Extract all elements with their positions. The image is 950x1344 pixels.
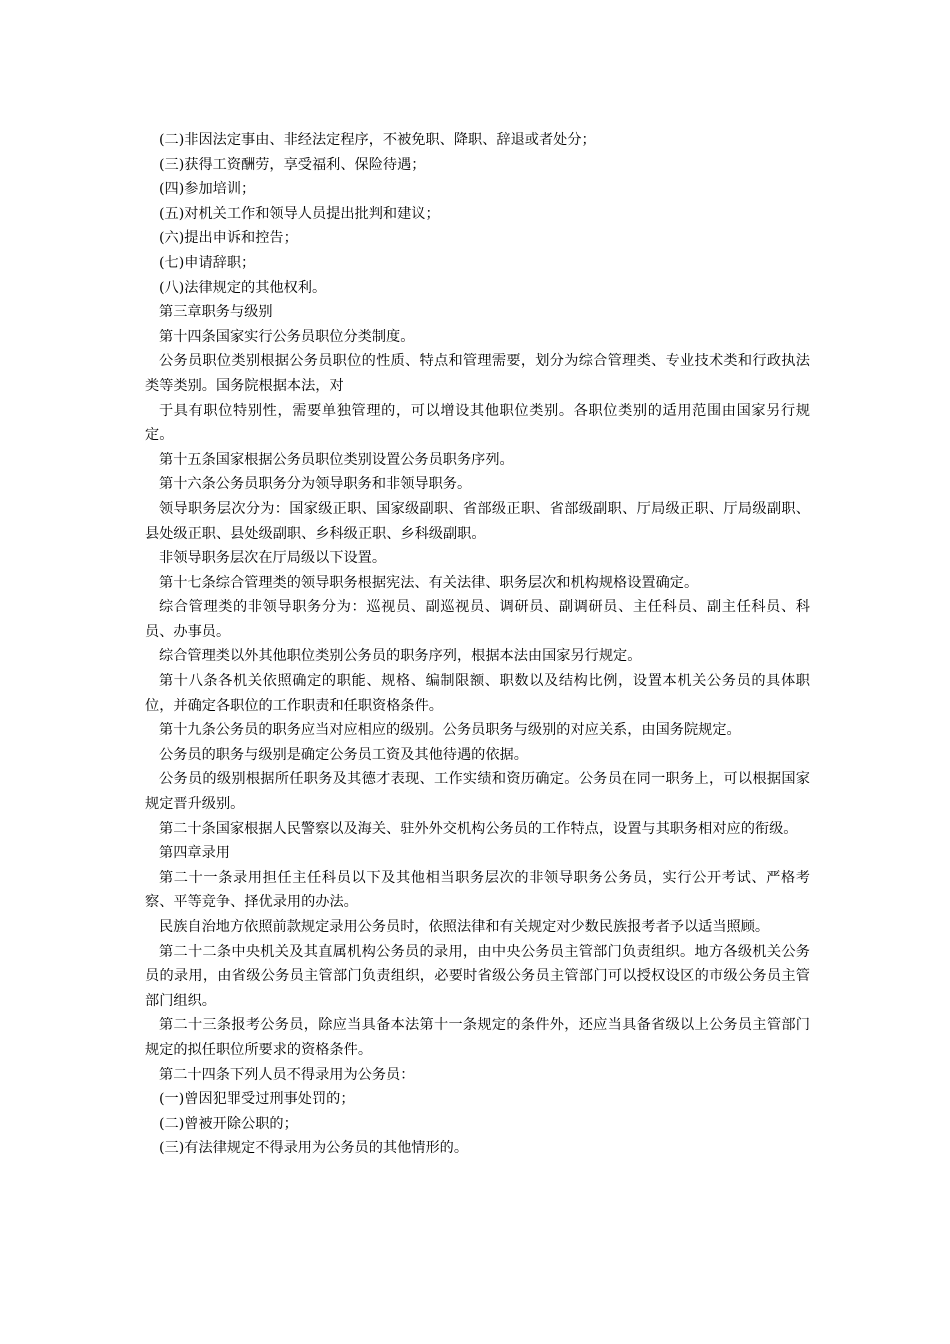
paragraph: (三)获得工资酬劳，享受福利、保险待遇； [159, 156, 426, 173]
paragraph: 综合管理类以外其他职位类别公务员的职务序列，根据本法由国家另行规定。 [159, 648, 642, 665]
paragraph: 第十四条国家实行公务员职位分类制度。 [159, 328, 415, 345]
paragraph: 公务员职位类别根据公务员职位的性质、特点和管理需要，划分为综合管理类、专业技术类和行政执法类等类别。国务院根据本法，对 [145, 353, 810, 394]
paragraph: (六)提出申诉和控告； [159, 230, 298, 247]
paragraph: 非领导职务层次在厅局级以下设置。 [159, 550, 387, 567]
paragraph: 第二十条国家根据人民警察以及海关、驻外外交机构公务员的工作特点，设置与其职务相对应的衔级。 [159, 820, 798, 837]
paragraph: (三)有法律规定不得录用为公务员的其他情形的。 [159, 1140, 469, 1157]
paragraph: 第十九条公务员的职务应当对应相应的级别。公务员职务与级别的对应关系，由国务院规定。 [159, 722, 741, 739]
paragraph: 第十五条国家根据公务员职位类别设置公务员职务序列。 [159, 451, 514, 468]
paragraph: 公务员的职务与级别是确定公务员工资及其他待遇的依据。 [159, 746, 528, 763]
paragraph: 第二十二条中央机关及其直属机构公务员的录用，由中央公务员主管部门负责组织。地方各级机关公务员的录用，由省级公务员主管部门负责组织，必要时省级公务员主管部门可以授权设区的市级公务员主管部门组织。 [145, 943, 810, 1009]
paragraph: 第二十三条报考公务员，除应当具备本法第十一条规定的条件外，还应当具备省级以上公务员主管部门规定的拟任职位所要求的资格条件。 [145, 1017, 810, 1058]
paragraph: 第十八条各机关依照确定的职能、规格、编制限额、职数以及结构比例，设置本机关公务员的具体职位，并确定各职位的工作职责和任职资格条件。 [145, 673, 810, 714]
paragraph: 公务员的级别根据所任职务及其德才表现、工作实绩和资历确定。公务员在同一职务上，可以根据国家规定晋升级别。 [145, 771, 810, 813]
paragraph: (一)曾因犯罪受过刑事处罚的； [159, 1091, 355, 1108]
paragraph: 第二十四条下列人员不得录用为公务员： [159, 1066, 415, 1083]
paragraph: 综合管理类的非领导职务分为：巡视员、副巡视员、调研员、副调研员、主任科员、副主任科员、科员、办事员。 [145, 599, 810, 640]
paragraph: (五)对机关工作和领导人员提出批判和建议； [159, 205, 440, 222]
paragraph: 第十六条公务员职务分为领导职务和非领导职务。 [159, 476, 472, 493]
paragraph: (八)法律规定的其他权利。 [159, 279, 327, 296]
paragraph: (二)曾被开除公职的； [159, 1115, 298, 1132]
paragraph: (七)申请辞职； [159, 254, 256, 271]
paragraph: 第十七条综合管理类的领导职务根据宪法、有关法律、职务层次和机构规格设置确定。 [159, 574, 699, 591]
paragraph: 民族自治地方依照前款规定录用公务员时，依照法律和有关规定对少数民族报考者予以适当照顾。 [159, 919, 770, 935]
chapter-heading: 第三章职务与级别 [159, 304, 273, 321]
chapter-heading: 第四章录用 [159, 845, 230, 862]
paragraph: 领导职务层次分为：国家级正职、国家级副职、省部级正职、省部级副职、厅局级正职、厅局级副职、县处级正职、县处级副职、乡科级正职、乡科级副职。 [145, 500, 810, 542]
paragraph: (二)非因法定事由、非经法定程序，不被免职、降职、辞退或者处分； [159, 132, 596, 148]
paragraph: 于具有职位特别性，需要单独管理的，可以增设其他职位类别。各职位类别的适用范围由国家另行规定。 [145, 402, 810, 444]
paragraph: (四)参加培训； [159, 181, 256, 198]
paragraph: 第二十一条录用担任主任科员以下及其他相当职务层次的非领导职务公务员，实行公开考试、严格考察、平等竞争、择优录用的办法。 [145, 869, 810, 911]
document-page [145, 128, 810, 1161]
